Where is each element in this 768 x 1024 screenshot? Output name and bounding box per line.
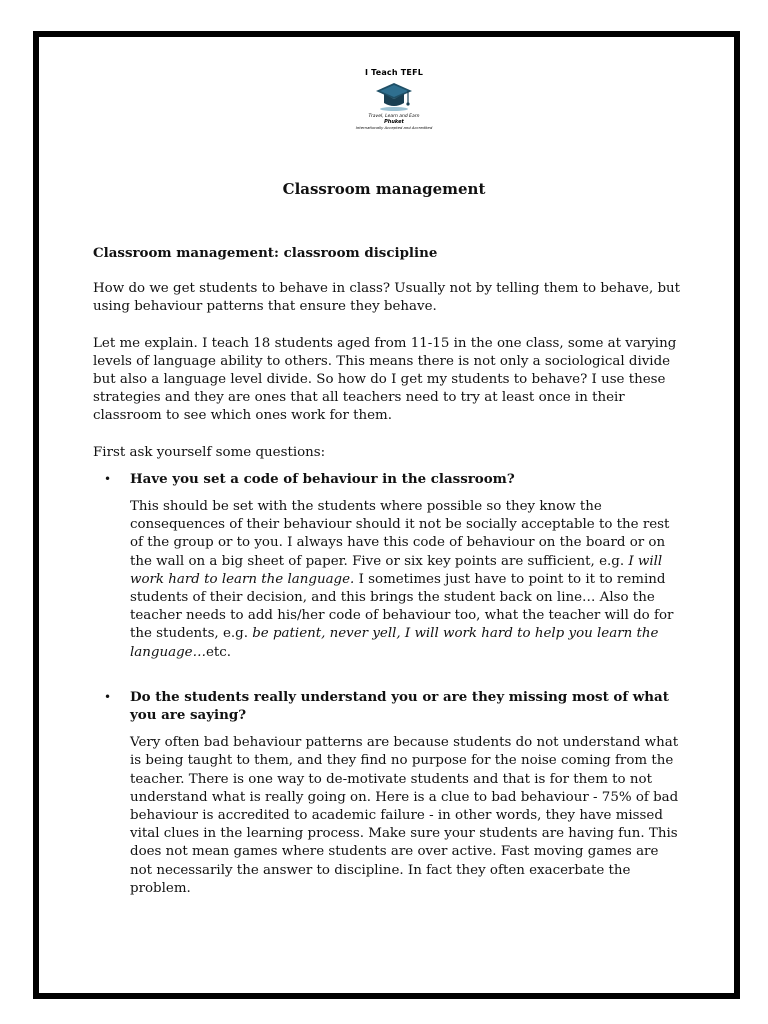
bullet-heading: Have you set a code of behaviour in the classroom? bbox=[130, 470, 515, 487]
bullet-body: This should be set with the students where possible so they know the consequences of their behaviour should it not be socially acceptable to the rest of the group or to you. I always have this code of behaviour on the board or on the wall on a big sheet of paper. Five or six key points are sufficient, e.g. I will work hard to learn the language. I sometimes just have to point to it to remind students of their decision, and this brings the student back on line… Also the teacher needs to add his/her code of behaviour too, what the teacher will do for the students, e.g. be patient, never yell, I will work hard to help you learn the language…etc. bbox=[130, 499, 674, 660]
questions-intro: First ask yourself some questions: bbox=[93, 444, 326, 460]
list-item bbox=[93, 688, 683, 898]
document-title: Classroom management bbox=[282, 180, 486, 198]
bullet-body: Very often bad behaviour patterns are because students do not understand what is being taught to them, and they find no purpose for the noise coming from the teacher. There is one way to de-motivate students and that is for them to not understand what is really going on. Here is a clue to bad behaviour - 75% of bad behaviour is accredited to academic failure - in other words, they have missed vital clues in the learning process. Make sure your students are having fun. This does not mean games where students are over active. Fast moving games are not necessarily the answer to discipline. In fact they often exacerbate the problem. bbox=[130, 735, 679, 896]
logo-tagline: Travel, Learn and Earn bbox=[368, 114, 420, 119]
logo-title: I Teach TEFL bbox=[364, 68, 424, 77]
logo-place: Phuket bbox=[384, 119, 404, 125]
graduation-cap-icon bbox=[374, 79, 414, 113]
bullet-icon: • bbox=[104, 689, 112, 704]
section-heading: Classroom management: classroom discipline bbox=[93, 245, 438, 261]
paragraph-intro: How do we get students to behave in class? Usually not by telling them to behave, but using behaviour patterns that ensure they behave. bbox=[93, 281, 681, 315]
bullet-heading: Do the students really understand you or are they missing most of what you are saying? bbox=[130, 688, 669, 724]
logo-accreditation: Internationally Accepted and Accredited bbox=[355, 125, 433, 130]
document-body bbox=[93, 244, 683, 898]
bullet-icon: • bbox=[104, 471, 112, 486]
list-item bbox=[93, 470, 683, 662]
paragraph-explain: Let me explain. I teach 18 students aged from 11-15 in the one class, some at varying levels of language ability to others. This means there is not only a sociological divide but also a language level divide. So how do I get my students to behave? I use these strategies and they are ones that all teachers need to try at least once in their classroom to see which ones work for them. bbox=[93, 335, 677, 424]
logo bbox=[338, 58, 450, 158]
